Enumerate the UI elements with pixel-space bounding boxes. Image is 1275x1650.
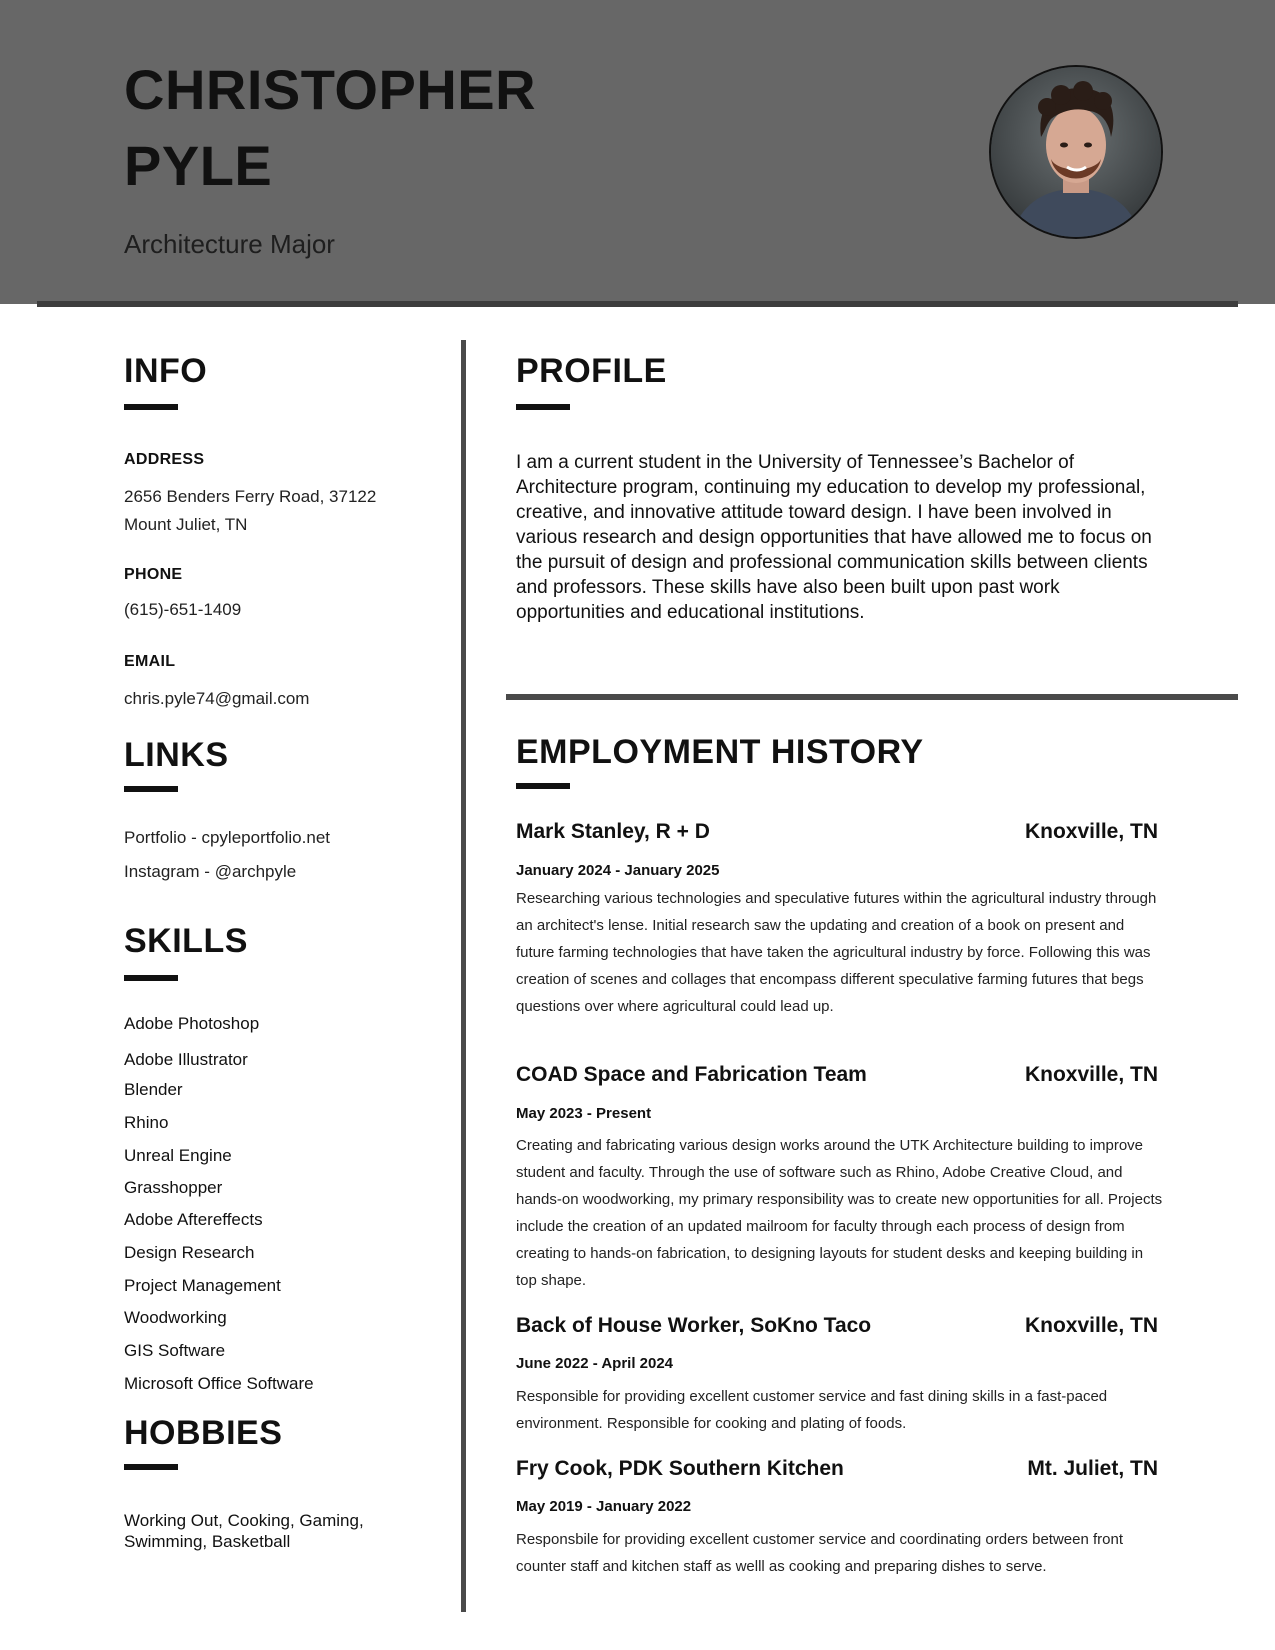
skill-item: Grasshopper [124, 1178, 223, 1197]
phone-label: PHONE [124, 566, 183, 583]
job-title: Fry Cook, PDK Southern Kitchen [516, 1457, 844, 1480]
header-divider [37, 301, 1238, 307]
links-heading-underline [124, 786, 178, 792]
phone-number: (615)-651-1409 [124, 600, 242, 619]
job-description: Responsible for providing excellent customer service and fast dining skills in a fast-paced environment. Responsible for cooking and plating of foods. [516, 1388, 1108, 1432]
skill-item: Microsoft Office Software [124, 1374, 314, 1393]
profile-heading-underline [516, 404, 570, 410]
skill-item: Adobe Aftereffects [124, 1210, 263, 1229]
job-description: Responsbile for providing excellent customer service and coordinating orders between front counter staff and kitchen staff as welll as cooking and preparing dishes to serve. [516, 1531, 1123, 1575]
job-title: COAD Space and Fabrication Team [516, 1063, 867, 1086]
link-instagram[interactable]: Instagram - @archpyle [124, 862, 297, 881]
skill-item: Project Management [124, 1276, 281, 1295]
job-location: Knoxville, TN [1024, 1063, 1158, 1086]
job-title: Mark Stanley, R + D [516, 820, 710, 843]
skill-item: Blender [124, 1080, 183, 1099]
job-location: Knoxville, TN [1024, 1314, 1158, 1337]
profile-summary: I am a current student in the University of Tennessee’s Bachelor of Architecture program, continuing my education to develop my professional, creative, and innovative attitude toward design. I have been involved in various research and design opportunities that have allowed me to focus on the pursuit of design and professional communication skills between clients and professors. These skills have also been built upon past work opportunities and educational institutions. [516, 452, 1152, 623]
header-banner [0, 0, 1275, 304]
job-dates: January 2024 - January 2025 [516, 862, 720, 879]
job-description: Researching various technologies and speculative futures within the agricultural industry through an architect's lense. Initial research saw the updating and creation of a book on present and future farming technologies that have taken the agricultural industry by force. Following this was creation of scenes and collages that encompass different speculative farming futures that begs questions over where agricultural could lead up. [516, 890, 1157, 1015]
address-line-2: Mount Juliet, TN [124, 515, 248, 534]
skill-item: Adobe Illustrator [124, 1050, 248, 1069]
full-name [124, 52, 536, 204]
address-label: ADDRESS [124, 451, 205, 468]
employment-heading: EMPLOYMENT HISTORY [516, 733, 924, 771]
hobbies-text: Working Out, Cooking, Gaming, Swimming, Basketball [124, 1511, 364, 1551]
column-divider [461, 340, 466, 1612]
info-heading-underline [124, 404, 178, 410]
link-portfolio[interactable]: Portfolio - cpyleportfolio.net [124, 828, 330, 847]
first-name: CHRISTOPHER [124, 58, 537, 121]
info-heading: INFO [124, 352, 208, 390]
job-dates: May 2019 - January 2022 [516, 1498, 692, 1515]
email-address[interactable]: chris.pyle74@gmail.com [124, 689, 310, 708]
person-photo-icon [991, 67, 1161, 237]
skills-heading-underline [124, 975, 178, 981]
job-subtitle: Architecture Major [124, 229, 335, 259]
profile-heading: PROFILE [516, 352, 667, 390]
skill-item: Design Research [124, 1243, 255, 1262]
skills-heading: SKILLS [124, 922, 248, 960]
hobbies-heading-underline [124, 1464, 178, 1470]
job-dates: June 2022 - April 2024 [516, 1355, 674, 1372]
skill-item: GIS Software [124, 1341, 226, 1360]
skill-item: Unreal Engine [124, 1146, 232, 1165]
job-description: Creating and fabricating various design works around the UTK Architecture building to improve student and faculty. Through the use of software such as Rhino, Adobe Creative Cloud, and hands-on woodworking, my primary responsibility was to create new opportunities for all. Projects include the creation of an updated mailroom for faculty through each process of design from creating to hands-on fabrication, to designing layouts for student desks and keeping building in top shape. [516, 1137, 1163, 1289]
last-name: PYLE [124, 134, 273, 197]
skill-item: Adobe Photoshop [124, 1014, 260, 1033]
links-heading: LINKS [124, 736, 229, 774]
address-line-1: 2656 Benders Ferry Road, 37122 [124, 487, 377, 506]
job-dates: May 2023 - Present [516, 1105, 652, 1122]
skill-item: Rhino [124, 1113, 169, 1132]
skill-item: Woodworking [124, 1308, 227, 1327]
job-title: Back of House Worker, SoKno Taco [516, 1314, 872, 1337]
hobbies-heading: HOBBIES [124, 1414, 283, 1452]
job-location: Mt. Juliet, TN [1027, 1457, 1158, 1480]
email-label: EMAIL [124, 653, 176, 670]
job-location: Knoxville, TN [1024, 820, 1158, 843]
employment-heading-underline [516, 783, 570, 789]
section-divider [506, 694, 1238, 700]
profile-photo [989, 65, 1163, 239]
